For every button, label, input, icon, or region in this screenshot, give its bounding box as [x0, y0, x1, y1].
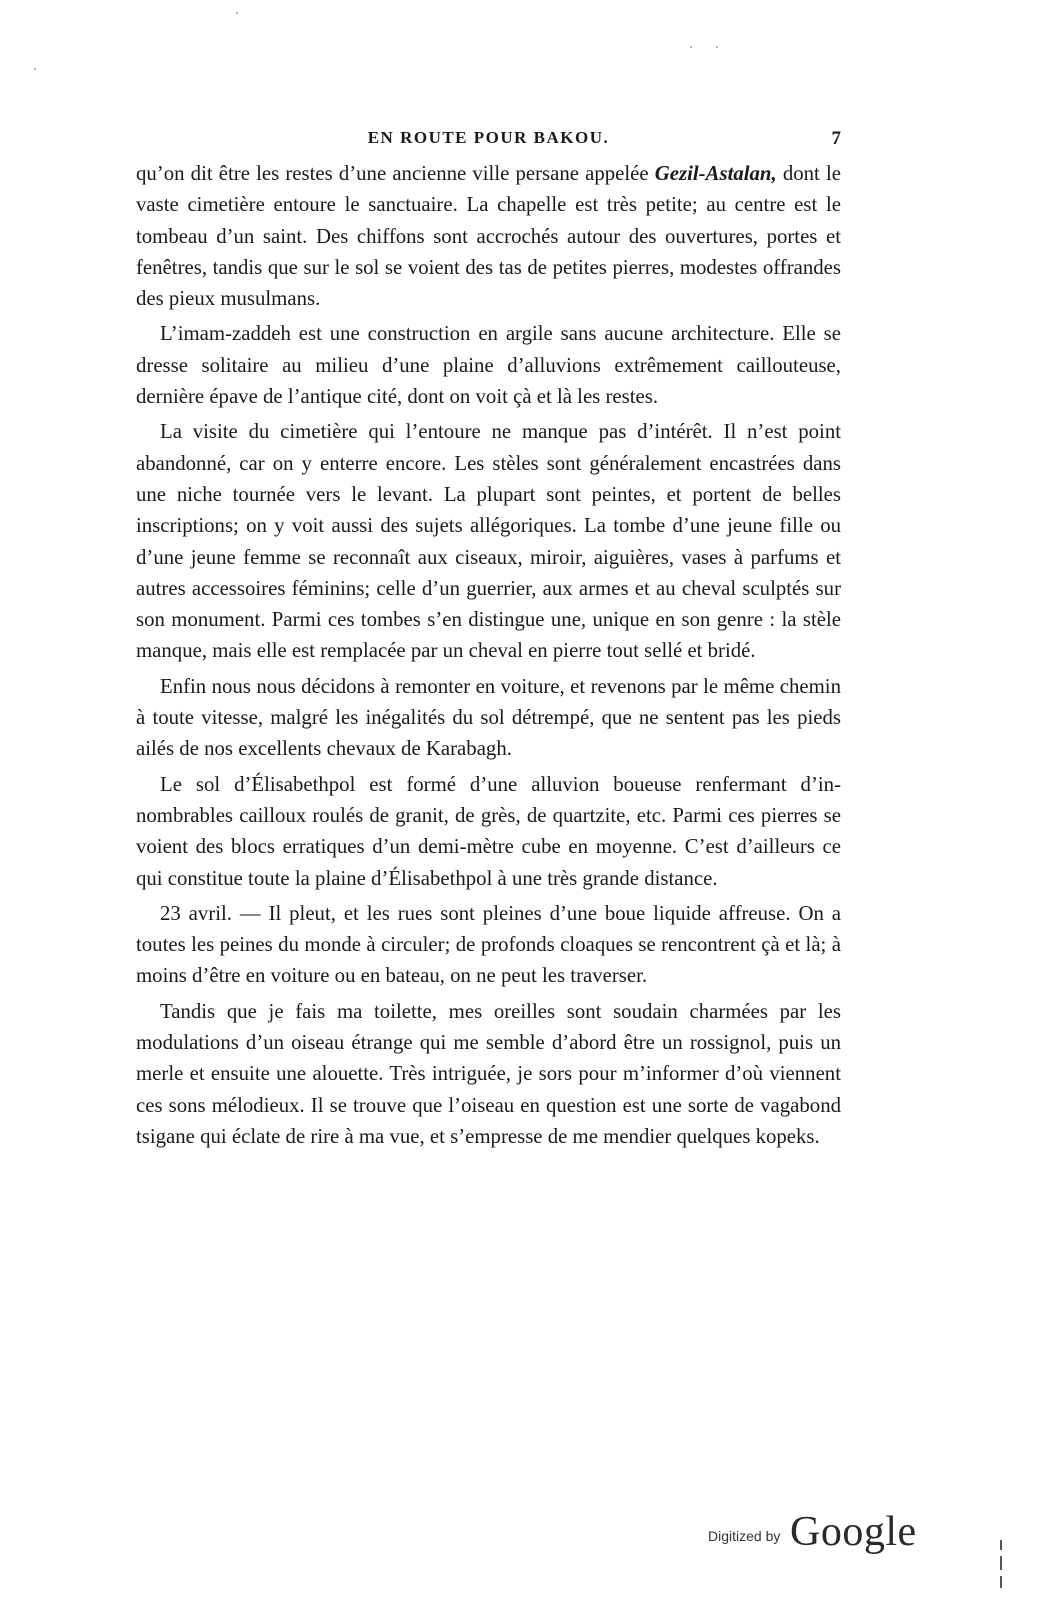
running-head: [136, 128, 841, 158]
paragraph-3: La visite du cimetière qui l’entoure ne manque pas d’intérêt. Il n’est point abandonné, car on y enterre encore. Les stèles sont généralement encastrées dans une niche tournée vers le levant. La plupart sont peintes, et portent de belles inscriptions; on y voit aussi des sujets allégoriques. La tombe d’une jeune fille ou d’une jeune femme se reconnaît aux ciseaux, miroir, aiguières, vases à parfums et autres accessoires féminins; celle d’un guerrier, aux armes et au cheval sculptés sur son monument. Parmi ces tombes s’en distingue une, unique en son genre : la stèle manque, mais elle est remplacée par un cheval en pierre tout sellé et bridé.: [136, 420, 841, 663]
scan-speck: [34, 68, 36, 70]
paragraph-6: 23 avril. — Il pleut, et les rues sont pleines d’une boue liquide affreuse. On a toutes les peines du monde à circuler; de profonds cloaques se rencontrent çà et là; à moins d’être en voiture ou en bateau, on ne peut les traverser.: [136, 901, 841, 988]
paragraph-1-lead: qu’on dit être les restes d’une ancienne ville persane appelée: [136, 162, 655, 185]
scan-edge-mark: [1000, 1540, 1003, 1600]
google-logo: Google: [790, 1509, 917, 1555]
scan-edge-tick: [1000, 1540, 1002, 1550]
paragraph-7: Tandis que je fais ma toilette, mes oreilles sont soudain charmées par les modulations d’un oiseau étrange qui me semble d’abord être un rossignol, puis un merle et ensuite une alouette. Très intriguée, je sors pour m’informer d’où viennent ces sons mélodieux. Il se trouve que l’oiseau en question est une sorte de vagabond tsigane qui éclate de rire à ma vue, et s’empresse de me mendier quelques kopeks.: [136, 999, 841, 1148]
paragraph-2: L’imam-zaddeh est une construction en argile sans aucune architecture. Elle se dresse solitaire au milieu d’une plaine d’alluvions extrêmement caillouteuse, dernière épave de l’antique cité, dont on voit çà et là les restes.: [136, 322, 841, 409]
paragraph-1-rest: dont le vaste cimetière entoure le sanctuaire. La chapelle est très petite; au centre est le tombeau d’un saint. Des chiffons sont accrochés autour des ouvertures, portes et fenêtres, tandis que sur le sol se voient des tas de petites pierres, modestes offrandes des pieux musulmans.: [136, 162, 841, 311]
digitized-by-label: Digitized by: [708, 1528, 781, 1544]
body-text: [136, 158, 841, 1156]
scan-speck: [690, 46, 692, 48]
page-number: 7: [831, 128, 841, 149]
digitized-by-watermark: [708, 1508, 918, 1554]
paragraph-5: Le sol d’Élisabethpol est formé d’une alluvion boueuse renfermant d’innombrables cailloux roulés de granit, de grès, de quartzite, etc. Parmi ces pierres se voient des blocs erratiques d’un demi-mètre cube en moyenne. C’est d’ailleurs ce qui constitue toute la plaine d’Élisabethpol à une très grande distance.: [136, 772, 841, 890]
scan-edge-tick: [1000, 1576, 1002, 1588]
scan-edge-tick: [1000, 1556, 1002, 1570]
place-name-italic: Gezil-Astalan,: [654, 162, 777, 185]
scan-speck: [236, 12, 238, 14]
paragraph-1: [136, 158, 841, 314]
scan-speck: [716, 46, 718, 48]
running-title: EN ROUTE POUR BAKOU.: [367, 128, 610, 147]
paragraph-4: Enfin nous nous décidons à remonter en voiture, et revenons par le même chemin à toute vitesse, malgré les inégalités du sol détrempé, que ne sentent pas les pieds ailés de nos excellents chevaux de Karabagh.: [136, 674, 841, 761]
